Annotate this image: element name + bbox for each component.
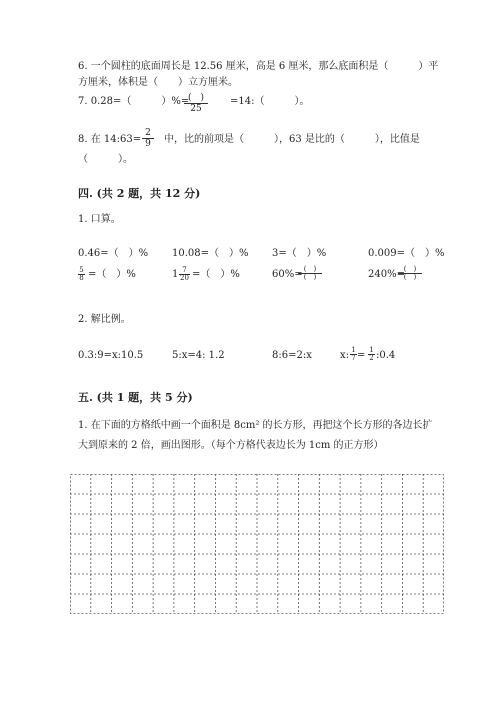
eq4-f2-den: 2 — [369, 354, 374, 362]
q7-part1: 7. 0.28=（ ）%= — [78, 96, 190, 107]
proportion-eq4-frac2 — [368, 347, 375, 362]
oral-calc-8-pre: 240%= — [368, 269, 405, 280]
oral-calc-5-fraction — [78, 267, 85, 282]
oral-calc-5-num: 5 — [79, 266, 84, 274]
oral-calc-6-whole: 1 — [172, 269, 179, 280]
oral-calc-8-num: ( ) — [398, 266, 422, 274]
proportion-eq4-frac1 — [350, 347, 357, 362]
q7-fraction — [184, 93, 208, 114]
q8-part2: 中，比的前项是（ ），63 是比的（ ），比值是 — [164, 134, 420, 145]
oral-calc-6-rest: =（ ）% — [192, 269, 240, 280]
proportion-eq4-pre: x: — [340, 350, 350, 361]
q8-frac-num: 2 — [142, 128, 154, 139]
oral-calc-6-fraction — [179, 267, 190, 282]
eq4-f1-den: 7 — [351, 354, 356, 362]
proportion-eq4-mid: = — [357, 350, 366, 361]
section4-q2-title: 2. 解比例。 — [78, 314, 131, 325]
q7-frac-num: ( ) — [184, 93, 208, 104]
oral-calc-5-den: 8 — [79, 274, 84, 282]
oral-calc-2: 10.08=（ ）% — [172, 248, 249, 259]
oral-calc-7-fraction — [298, 266, 322, 281]
proportion-eq1: 0.3:9=x:10.5 — [78, 350, 144, 361]
section5-q1-line1: 1. 在下面的方格纸中画一个面积是 8cm² 的长方形，再把这个长方形的各边长扩 — [78, 420, 433, 431]
q8-part1: 8. 在 14:63= — [78, 134, 142, 145]
oral-calc-5-rest: =（ ）% — [88, 269, 136, 280]
oral-calc-7-num: ( ) — [298, 266, 322, 274]
oral-calc-3: 3=（ ）% — [272, 248, 327, 259]
q8-frac-den: 9 — [145, 139, 151, 149]
oral-calc-7-pre: 60%= — [272, 269, 303, 280]
proportion-eq3: 8:6=2:x — [272, 350, 312, 361]
oral-calc-4: 0.009=（ ）% — [368, 248, 445, 259]
proportion-eq4-post: :0.4 — [376, 350, 396, 361]
oral-calc-6-num: 7 — [179, 267, 190, 275]
proportion-eq2: 5:x=4: 1.2 — [172, 350, 225, 361]
q8-line2: （ ）。 — [78, 154, 133, 165]
oral-calc-8-den: ( ) — [403, 273, 417, 281]
q7-frac-den: 25 — [190, 104, 202, 114]
q7-part2: =14:（ ）。 — [230, 96, 310, 107]
section5-q1-line2: 大到原来的 2 倍，画出图形。（每个方格代表边长为 1cm 的正方形） — [78, 440, 384, 451]
section4-title: 四. (共 2 题，共 12 分) — [78, 187, 201, 200]
q8-fraction — [142, 128, 154, 149]
graph-paper-grid[interactable] — [70, 474, 444, 614]
oral-calc-8-fraction — [398, 266, 422, 281]
section5-title: 五. (共 1 题，共 5 分) — [78, 391, 193, 404]
section4-q1-title: 1. 口算。 — [78, 214, 121, 225]
oral-calc-6-den: 20 — [180, 274, 189, 282]
q6-line1: 6. 一个圆柱的底面周长是 12.56 厘米，高是 6 厘米，那么底面积是（ ）平 — [78, 61, 439, 72]
eq4-f1-num: 1 — [351, 346, 356, 354]
oral-calc-7-den: ( ) — [303, 273, 317, 281]
oral-calc-1: 0.46=（ ）% — [78, 248, 149, 259]
q6-line2: 方厘米，体积是（ ）立方厘米。 — [78, 77, 238, 88]
eq4-f2-num: 1 — [369, 346, 374, 354]
